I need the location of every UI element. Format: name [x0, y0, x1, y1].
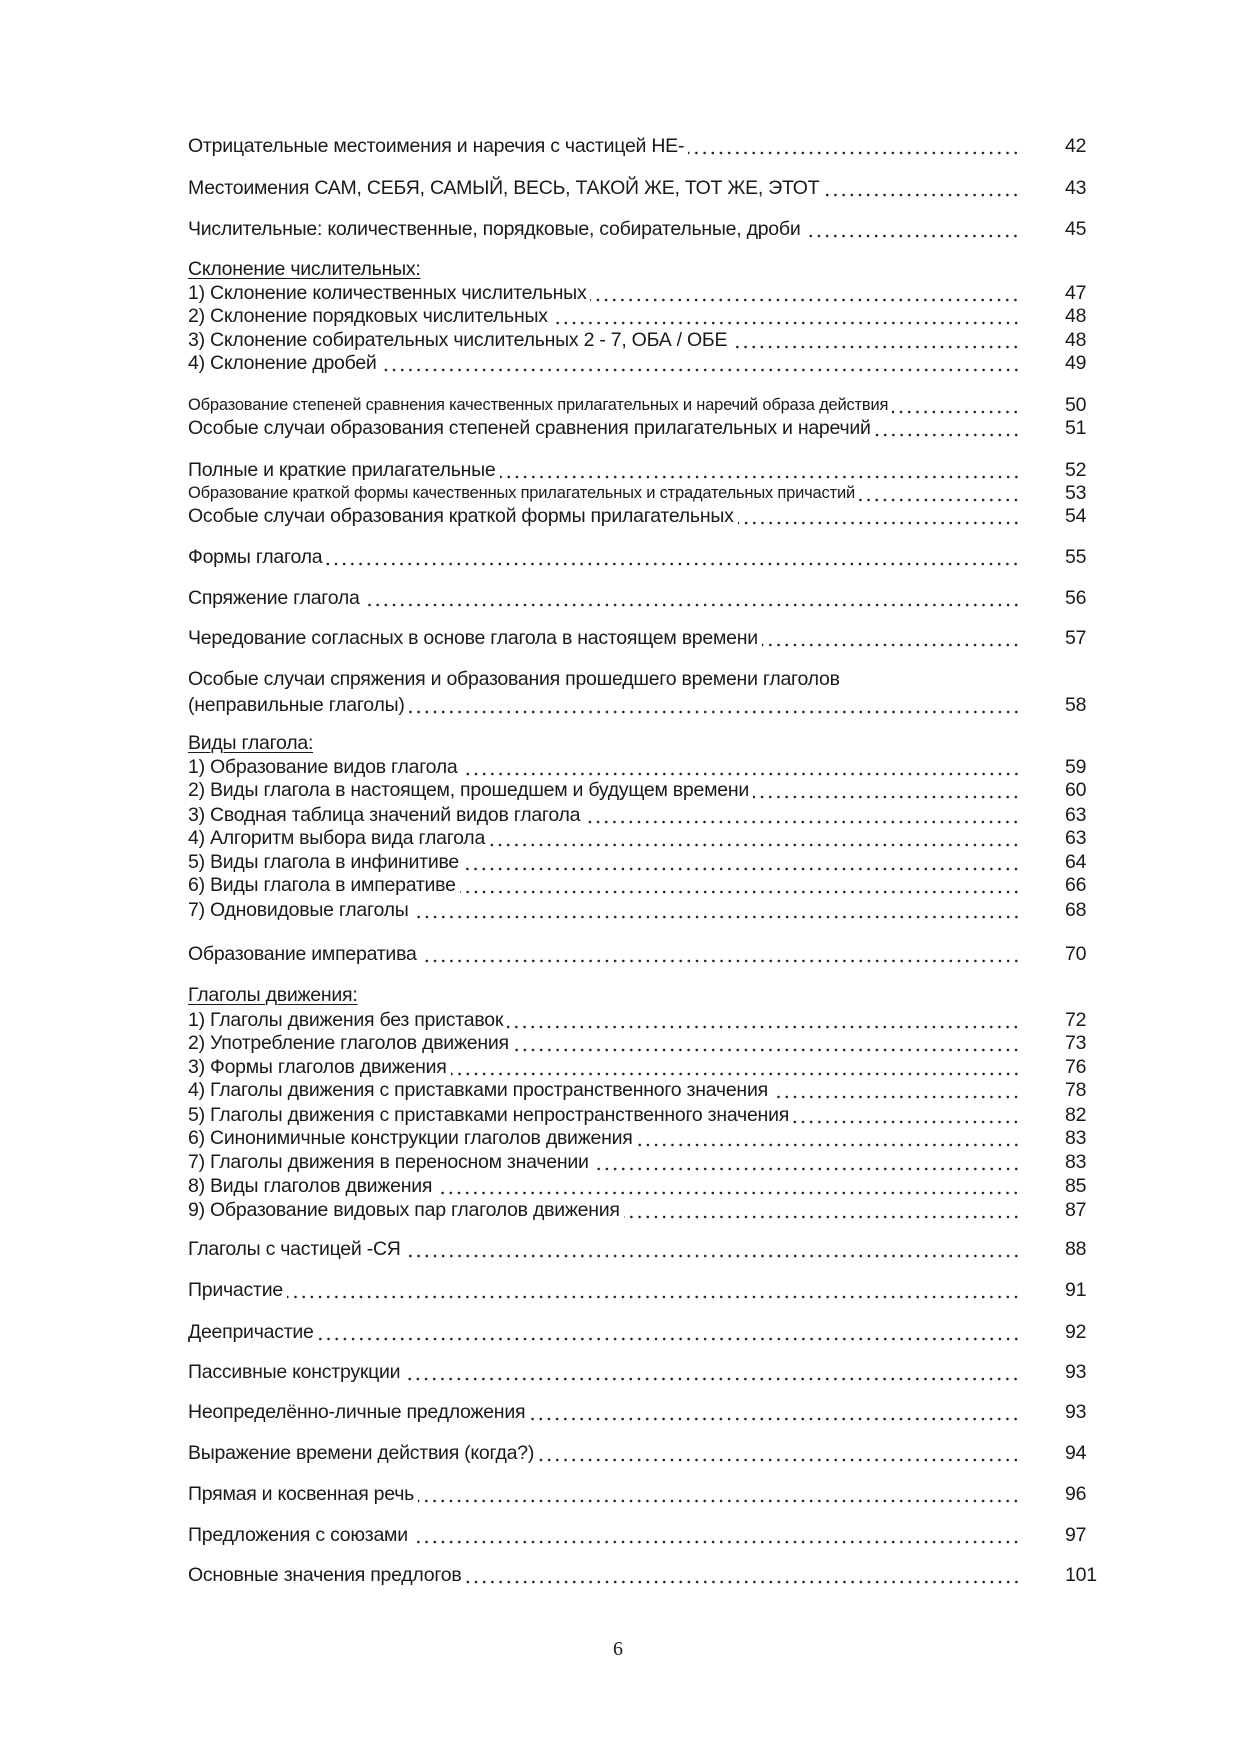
toc-entry-title: 8) Виды глаголов движения	[188, 1175, 433, 1197]
toc-entry-line	[188, 176, 1020, 200]
toc-entry	[188, 481, 1120, 505]
toc-entry	[188, 586, 1120, 610]
dot-leader	[381, 351, 1020, 375]
toc-entry-page-number: 87	[1065, 1199, 1087, 1221]
toc-entry-title: 3) Сводная таблица значений видов глагола	[188, 804, 581, 826]
toc-entry-title: (неправильные глаголы)	[188, 694, 405, 716]
toc-entry-line	[188, 134, 1020, 158]
toc-entry-line	[188, 942, 1020, 966]
toc-entry-title: Основные значения предлогов	[188, 1564, 462, 1586]
toc-entry-line	[188, 1237, 1020, 1261]
toc-entry-page-number: 97	[1065, 1524, 1087, 1546]
toc-entry-page-number: 54	[1065, 505, 1087, 527]
toc-entry	[188, 1523, 1120, 1547]
toc-entry	[188, 134, 1120, 158]
toc-entry-page-number: 91	[1065, 1279, 1087, 1301]
toc-entry-line	[188, 1174, 1020, 1198]
toc-entry-title: Предложения с союзами	[188, 1524, 408, 1546]
dot-leader	[753, 778, 1020, 802]
dot-leader	[552, 304, 1020, 328]
toc-entry-page-number: 85	[1065, 1175, 1087, 1197]
toc-entry-page-number: 68	[1065, 899, 1087, 921]
dot-leader	[409, 693, 1020, 717]
toc-entry	[188, 1150, 1120, 1174]
toc-entry-line	[188, 1563, 1020, 1587]
dot-leader	[489, 826, 1020, 850]
toc-entry-line	[188, 1078, 1020, 1102]
toc-entry-line	[188, 504, 1020, 528]
dot-leader	[738, 504, 1020, 528]
toc-entry	[188, 693, 1120, 717]
toc-entry	[188, 1482, 1120, 1506]
dot-leader	[875, 416, 1020, 440]
toc-entry-page-number: 59	[1065, 756, 1087, 778]
toc-entry	[188, 1360, 1120, 1384]
toc-entry-title: 2) Виды глагола в настоящем, прошедшем и будущем времени	[188, 779, 750, 801]
toc-entry-page-number: 78	[1065, 1079, 1087, 1101]
dot-leader	[584, 803, 1020, 827]
toc-entry-page-number: 55	[1065, 546, 1087, 568]
toc-entry-title: Образование степеней сравнения качественных прилагательных и наречий образа действия	[188, 396, 889, 414]
toc-entry-title: Пассивные конструкции	[188, 1361, 401, 1383]
toc-entry-line	[188, 586, 1020, 610]
toc-entry-title: 4) Склонение дробей	[188, 352, 377, 374]
toc-entry-title: 1) Образование видов глагола	[188, 756, 458, 778]
dot-leader	[404, 1360, 1020, 1384]
toc-entry	[188, 626, 1120, 650]
toc-entry	[188, 898, 1120, 922]
dot-leader	[762, 626, 1020, 650]
dot-leader	[513, 1031, 1020, 1055]
dot-leader	[436, 1174, 1020, 1198]
toc-entry-page-number: 45	[1065, 218, 1087, 240]
toc-entry-line	[188, 281, 1020, 305]
dot-leader	[318, 1320, 1020, 1344]
toc-entry-line	[188, 257, 1020, 281]
dot-leader	[529, 1400, 1020, 1424]
toc-entry-line	[188, 731, 1020, 755]
toc-entry-title: Глаголы с частицей -СЯ	[188, 1238, 401, 1260]
toc-entry-line	[188, 873, 1020, 897]
toc-entry-page-number: 92	[1065, 1321, 1087, 1343]
toc-entry-title: Отрицательные местоимения и наречия с частицей НЕ-	[188, 135, 685, 157]
toc-entry-line	[188, 803, 1020, 827]
toc-entry-page-number: 83	[1065, 1127, 1087, 1149]
toc-entry-title: 3) Склонение собирательных числительных 2 - 7, ОБА / ОБЕ	[188, 329, 728, 351]
toc-entry-page-number: 51	[1065, 417, 1087, 439]
toc-entry-page-number: 72	[1065, 1009, 1087, 1031]
dot-leader	[460, 873, 1020, 897]
toc-entry-title: Спряжение глагола	[188, 587, 360, 609]
dot-leader	[405, 1237, 1020, 1261]
toc-entry-title: 9) Образование видовых пар глаголов движения	[188, 1199, 620, 1221]
dot-leader	[413, 898, 1020, 922]
toc-entry	[188, 1078, 1120, 1102]
toc-entry	[188, 826, 1120, 850]
toc-entry-page-number: 66	[1065, 874, 1087, 896]
toc-entry-page-number: 93	[1065, 1361, 1087, 1383]
dot-leader	[637, 1126, 1020, 1150]
toc-entry	[188, 803, 1120, 827]
toc-entry-line	[188, 351, 1020, 375]
toc-entry	[188, 1174, 1120, 1198]
toc-section-heading	[188, 983, 1120, 1007]
dot-leader	[859, 481, 1020, 505]
toc-entry	[188, 304, 1120, 328]
toc-entry-page-number: 94	[1065, 1442, 1087, 1464]
toc-entry-title: Числительные: количественные, порядковые, собирательные, дроби	[188, 218, 801, 240]
toc-entry-title: Местоимения САМ, СЕБЯ, САМЫЙ, ВЕСЬ, ТАКОЙ ЖЕ, ТОТ ЖЕ, ЭТОТ	[188, 177, 820, 199]
toc-entry-line	[188, 667, 1020, 691]
toc-entry-title: 7) Одновидовые глаголы	[188, 899, 409, 921]
toc-entry	[188, 755, 1120, 779]
toc-entry-title: Виды глагола:	[188, 732, 314, 754]
toc-entry-page-number: 42	[1065, 135, 1087, 157]
toc-entry-line	[188, 217, 1020, 241]
dot-leader	[462, 755, 1020, 779]
toc-entry	[188, 176, 1120, 200]
toc-entry	[188, 1237, 1120, 1261]
dot-leader	[804, 217, 1020, 241]
toc-entry	[188, 1103, 1120, 1127]
toc-entry-line	[188, 1320, 1020, 1344]
dot-leader	[688, 134, 1020, 158]
toc-entry-page-number: 48	[1065, 329, 1087, 351]
toc-entry	[188, 667, 1120, 691]
toc-entry	[188, 351, 1120, 375]
dot-leader	[463, 850, 1020, 874]
toc-entry-page-number: 52	[1065, 459, 1087, 481]
toc-entry-title: Глаголы движения:	[188, 984, 358, 1006]
toc-entry	[188, 1400, 1120, 1424]
toc-entry-title: 1) Склонение количественных числительных	[188, 282, 587, 304]
toc-entry-line	[188, 1482, 1020, 1506]
toc-entry	[188, 1320, 1120, 1344]
toc-entry-page-number: 60	[1065, 779, 1087, 801]
toc-entry-page-number: 47	[1065, 282, 1087, 304]
toc-entry-line	[188, 1360, 1020, 1384]
toc-entry-line	[188, 304, 1020, 328]
toc-entry	[188, 850, 1120, 874]
toc-entry-page-number: 63	[1065, 827, 1087, 849]
toc-entry-line	[188, 328, 1020, 352]
dot-leader	[451, 1055, 1020, 1079]
dot-leader	[412, 1523, 1020, 1547]
toc-entry-line	[188, 983, 1020, 1007]
toc-entry-title: Особые случаи образования степеней сравнения прилагательных и наречий	[188, 417, 871, 439]
toc-entry	[188, 942, 1120, 966]
toc-entry	[188, 1008, 1120, 1032]
toc-entry	[188, 1126, 1120, 1150]
page-number: 6	[613, 1638, 623, 1660]
toc-entry-line	[188, 1278, 1020, 1302]
toc-entry-page-number: 73	[1065, 1032, 1087, 1054]
toc-entry-page-number: 83	[1065, 1151, 1087, 1173]
toc-entry-line	[188, 826, 1020, 850]
toc-entry-line	[188, 626, 1020, 650]
toc-entry	[188, 504, 1120, 528]
toc-section-heading	[188, 257, 1120, 281]
dot-leader	[466, 1563, 1021, 1587]
toc-entry-page-number: 63	[1065, 804, 1087, 826]
toc-entry-line	[188, 1103, 1020, 1127]
toc-entry-title: Выражение времени действия (когда?)	[188, 1442, 535, 1464]
toc-entry	[188, 458, 1120, 482]
toc-entry-page-number: 50	[1065, 394, 1087, 416]
toc-entry-title: Особые случаи спряжения и образования прошедшего времени глаголов	[188, 668, 840, 690]
toc-entry-page-number: 93	[1065, 1401, 1087, 1423]
toc-entry-page-number: 64	[1065, 851, 1087, 873]
toc-entry	[188, 393, 1120, 417]
dot-leader	[500, 458, 1020, 482]
dot-leader	[364, 586, 1020, 610]
toc-entry	[188, 1441, 1120, 1465]
toc-entry-page-number: 56	[1065, 587, 1087, 609]
toc-entry-title: 1) Глаголы движения без приставок	[188, 1009, 504, 1031]
toc-entry-page-number: 53	[1065, 482, 1087, 504]
toc-entry-line	[188, 1523, 1020, 1547]
dot-leader	[593, 1150, 1020, 1174]
toc-entry-title: Склонение числительных:	[188, 258, 421, 280]
toc-entry-page-number: 88	[1065, 1238, 1087, 1260]
toc-entry	[188, 1055, 1120, 1079]
toc-entry-line	[188, 693, 1020, 717]
toc-entry-line	[188, 898, 1020, 922]
toc-entry-page-number: 43	[1065, 177, 1087, 199]
toc-entry-line	[188, 755, 1020, 779]
toc-entry-line	[188, 416, 1020, 440]
toc-entry-title: Деепричастие	[188, 1321, 314, 1343]
toc-entry-title: Чередование согласных в основе глагола в настоящем времени	[188, 627, 758, 649]
toc-entry-line	[188, 850, 1020, 874]
toc-entry-title: 2) Употребление глаголов движения	[188, 1032, 509, 1054]
toc-entry-line	[188, 778, 1020, 802]
dot-leader	[772, 1078, 1020, 1102]
dot-leader	[731, 328, 1020, 352]
toc-entry-line	[188, 458, 1020, 482]
toc-entry-page-number: 96	[1065, 1483, 1087, 1505]
toc-entry-line	[188, 1126, 1020, 1150]
toc-entry-title: 2) Склонение порядковых числительных	[188, 305, 548, 327]
toc-entry-line	[188, 393, 1020, 417]
dot-leader	[823, 176, 1020, 200]
dot-leader	[421, 942, 1020, 966]
toc-entry-line	[188, 545, 1020, 569]
toc-entry	[188, 328, 1120, 352]
toc-entry	[188, 1563, 1120, 1587]
toc-entry	[188, 545, 1120, 569]
toc-entry-title: Образование краткой формы качественных прилагательных и страдательных причастий	[188, 484, 855, 502]
dot-leader	[892, 393, 1020, 417]
toc-entry-page-number: 70	[1065, 943, 1087, 965]
toc-entry-title: 6) Виды глагола в императиве	[188, 874, 456, 896]
dot-leader	[590, 281, 1020, 305]
dot-leader	[326, 545, 1020, 569]
toc-entry-title: 3) Формы глаголов движения	[188, 1056, 447, 1078]
toc-entry-title: 6) Синонимичные конструкции глаголов движения	[188, 1127, 633, 1149]
toc-entry	[188, 416, 1120, 440]
toc-entry-line	[188, 1008, 1020, 1032]
toc-entry-title: 4) Глаголы движения с приставками пространственного значения	[188, 1079, 768, 1101]
toc-entry-page-number: 57	[1065, 627, 1087, 649]
toc-entry-title: Формы глагола	[188, 546, 323, 568]
toc-entry-title: 5) Виды глагола в инфинитиве	[188, 851, 459, 873]
toc-entry-line	[188, 1441, 1020, 1465]
toc-entry-line	[188, 1031, 1020, 1055]
toc-entry-line	[188, 481, 1020, 505]
dot-leader	[793, 1103, 1020, 1127]
toc-entry-line	[188, 1400, 1020, 1424]
toc-entry-title: Образование императива	[188, 943, 417, 965]
dot-leader	[624, 1198, 1020, 1222]
toc-entry	[188, 1031, 1120, 1055]
toc-entry-page-number: 101	[1065, 1564, 1097, 1586]
toc-entry	[188, 217, 1120, 241]
toc-entry-line	[188, 1055, 1020, 1079]
toc-entry	[188, 1278, 1120, 1302]
toc-entry-title: 4) Алгоритм выбора вида глагола	[188, 827, 486, 849]
toc-entry-title: Прямая и косвенная речь	[188, 1483, 415, 1505]
toc-entry-title: 7) Глаголы движения в переносном значении	[188, 1151, 589, 1173]
toc-entry-line	[188, 1150, 1020, 1174]
toc-entry-title: Особые случаи образования краткой формы прилагательных	[188, 505, 734, 527]
dot-leader	[287, 1278, 1020, 1302]
toc-entry-title: Причастие	[188, 1279, 283, 1301]
toc-entry-page-number: 58	[1065, 694, 1087, 716]
dot-leader	[538, 1441, 1020, 1465]
toc-entry-page-number: 49	[1065, 352, 1087, 374]
toc-entry	[188, 281, 1120, 305]
toc-entry-page-number: 82	[1065, 1104, 1087, 1126]
dot-leader	[418, 1482, 1020, 1506]
dot-leader	[507, 1008, 1020, 1032]
toc-entry-title: Полные и краткие прилагательные	[188, 459, 496, 481]
toc-section-heading	[188, 731, 1120, 755]
toc-entry-line	[188, 1198, 1020, 1222]
toc-entry-title: 5) Глаголы движения с приставками непространственного значения	[188, 1104, 790, 1126]
toc-entry-title: Неопределённо-личные предложения	[188, 1401, 526, 1423]
toc-entry-page-number: 48	[1065, 305, 1087, 327]
toc-entry	[188, 778, 1120, 802]
toc-entry	[188, 1198, 1120, 1222]
toc-entry-page-number: 76	[1065, 1056, 1087, 1078]
toc-entry	[188, 873, 1120, 897]
